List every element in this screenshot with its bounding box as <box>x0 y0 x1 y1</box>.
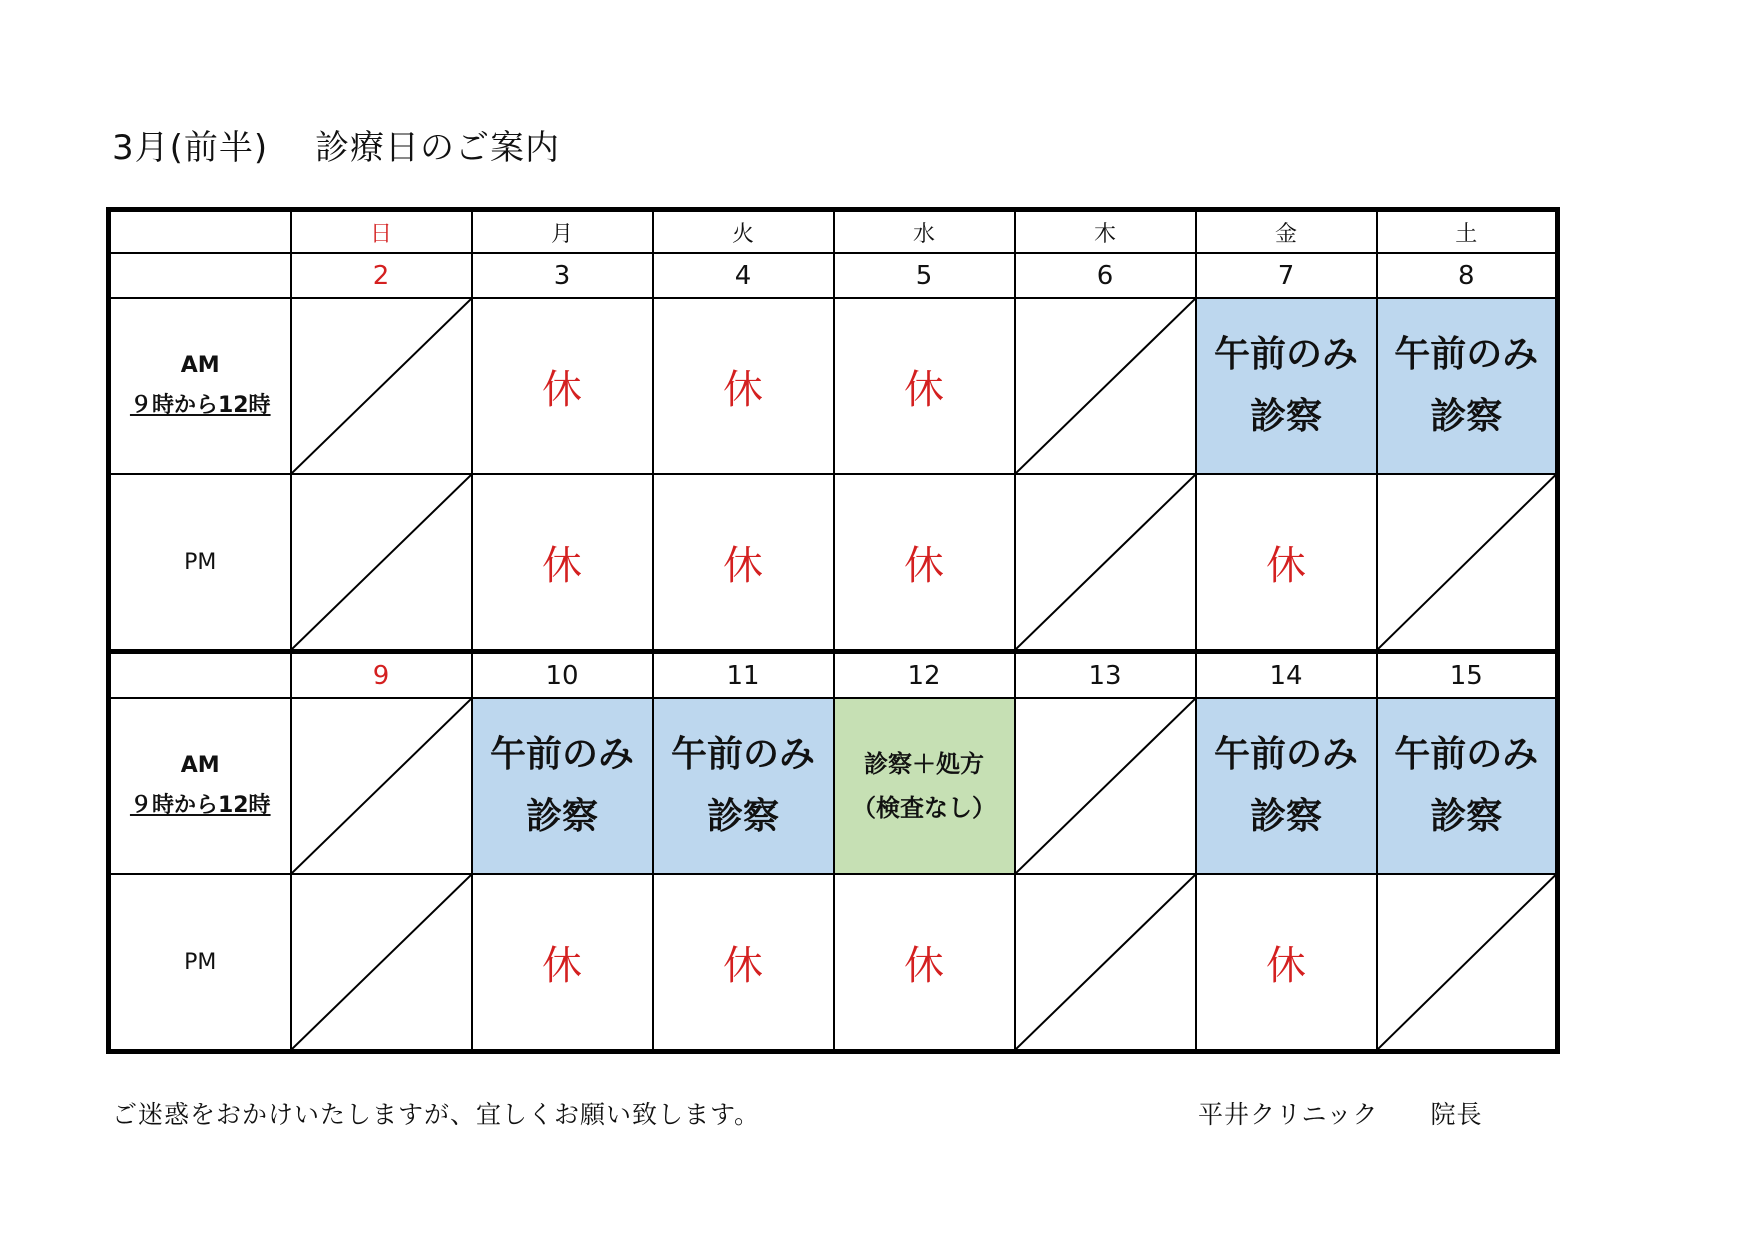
date-cell: 14 <box>1196 652 1377 699</box>
closed-mark: 休 <box>723 366 763 413</box>
no-service-cell <box>1377 474 1558 652</box>
diagonal-slash-icon <box>1016 475 1195 649</box>
pm-row <box>109 874 1558 1052</box>
am-slot-label <box>109 298 291 474</box>
am-only-line1: 午前のみ <box>1394 734 1539 775</box>
closed-cell <box>834 298 1015 474</box>
clinic-signature: 平井クリニック 院長 <box>1198 1100 1483 1129</box>
weekday-header: 木 <box>1015 210 1196 254</box>
pm-label: PM <box>184 949 217 975</box>
weekday-header: 月 <box>472 210 653 254</box>
closed-mark: 休 <box>904 542 944 589</box>
pm-label: PM <box>184 549 217 575</box>
diagonal-slash-icon <box>1016 875 1195 1049</box>
diagonal-slash-icon <box>292 699 471 873</box>
date-row <box>109 652 1558 699</box>
am-only-line2: 診察 <box>525 796 598 837</box>
am-only-cell <box>1377 298 1558 474</box>
closed-mark: 休 <box>904 366 944 413</box>
closed-cell <box>1196 474 1377 652</box>
am-slot-label <box>109 698 291 874</box>
am-only-line1: 午前のみ <box>1213 734 1358 775</box>
date-cell: 7 <box>1196 253 1377 298</box>
am-hours: ９時から12時 <box>129 793 271 818</box>
am-only-line1: 午前のみ <box>1394 334 1539 375</box>
closed-mark: 休 <box>542 542 582 589</box>
exam-prescription-cell <box>834 698 1015 874</box>
diagonal-slash-icon <box>292 299 471 473</box>
schedule-table <box>106 207 1560 1054</box>
date-cell: 15 <box>1377 652 1558 699</box>
closed-mark: 休 <box>542 366 582 413</box>
am-only-line2: 診察 <box>706 796 779 837</box>
no-service-cell <box>1015 474 1196 652</box>
pm-slot-label <box>109 474 291 652</box>
date-row-label <box>109 253 291 298</box>
closed-mark: 休 <box>723 542 763 589</box>
footer-note: ご迷惑をおかけいたしますが、宜しくお願い致します。 <box>112 1100 761 1129</box>
closed-cell <box>472 474 653 652</box>
closed-cell <box>653 298 834 474</box>
closed-cell <box>653 874 834 1052</box>
date-cell: 3 <box>472 253 653 298</box>
date-cell: 11 <box>653 652 834 699</box>
date-cell: 13 <box>1015 652 1196 699</box>
am-only-cell <box>1196 698 1377 874</box>
weekday-header: 水 <box>834 210 1015 254</box>
am-only-line2: 診察 <box>1249 396 1322 437</box>
weekday-header: 金 <box>1196 210 1377 254</box>
date-row <box>109 253 1558 298</box>
no-service-cell <box>1015 698 1196 874</box>
no-service-cell <box>291 474 472 652</box>
closed-cell <box>834 874 1015 1052</box>
date-cell: 6 <box>1015 253 1196 298</box>
weekday-header-row <box>109 210 1558 254</box>
pm-slot-label <box>109 874 291 1052</box>
closed-mark: 休 <box>542 942 582 989</box>
closed-cell <box>472 298 653 474</box>
diagonal-slash-icon <box>1016 699 1195 873</box>
diagonal-slash-icon <box>1378 475 1556 649</box>
weekday-header: 火 <box>653 210 834 254</box>
weekday-header: 日 <box>291 210 472 254</box>
am-only-line2: 診察 <box>1430 396 1503 437</box>
no-service-cell <box>1015 298 1196 474</box>
exam-rx-line1: 診察＋処方 <box>864 750 984 778</box>
date-cell: 10 <box>472 652 653 699</box>
date-row-label <box>109 652 291 699</box>
am-only-cell <box>472 698 653 874</box>
closed-mark: 休 <box>723 942 763 989</box>
am-label: AM <box>180 353 220 378</box>
date-cell: 8 <box>1377 253 1558 298</box>
diagonal-slash-icon <box>292 475 471 649</box>
am-only-line2: 診察 <box>1249 796 1322 837</box>
closed-cell <box>834 474 1015 652</box>
closed-cell <box>472 874 653 1052</box>
no-service-cell <box>1015 874 1196 1052</box>
diagonal-slash-icon <box>292 875 471 1049</box>
am-label: AM <box>180 753 220 778</box>
am-only-line1: 午前のみ <box>670 734 815 775</box>
am-row <box>109 298 1558 474</box>
corner-cell <box>109 210 291 254</box>
am-row <box>109 698 1558 874</box>
date-cell: 12 <box>834 652 1015 699</box>
diagonal-slash-icon <box>1378 875 1556 1049</box>
pm-row <box>109 474 1558 652</box>
am-only-line1: 午前のみ <box>1213 334 1358 375</box>
am-only-cell <box>653 698 834 874</box>
weekday-header: 土 <box>1377 210 1558 254</box>
closed-mark: 休 <box>1266 542 1306 589</box>
no-service-cell <box>291 874 472 1052</box>
exam-rx-line2: （検査なし） <box>852 794 996 822</box>
diagonal-slash-icon <box>1016 299 1195 473</box>
date-cell: 5 <box>834 253 1015 298</box>
am-only-line1: 午前のみ <box>489 734 634 775</box>
closed-mark: 休 <box>904 942 944 989</box>
am-only-cell <box>1196 298 1377 474</box>
closed-cell <box>653 474 834 652</box>
closed-cell <box>1196 874 1377 1052</box>
no-service-cell <box>291 298 472 474</box>
date-cell: 2 <box>291 253 472 298</box>
date-cell: 4 <box>653 253 834 298</box>
no-service-cell <box>291 698 472 874</box>
closed-mark: 休 <box>1266 942 1306 989</box>
no-service-cell <box>1377 874 1558 1052</box>
page-title: 3月(前半) 診療日のご案内 <box>112 128 560 168</box>
am-hours: ９時から12時 <box>129 393 271 418</box>
am-only-cell <box>1377 698 1558 874</box>
date-cell: 9 <box>291 652 472 699</box>
am-only-line2: 診察 <box>1430 796 1503 837</box>
